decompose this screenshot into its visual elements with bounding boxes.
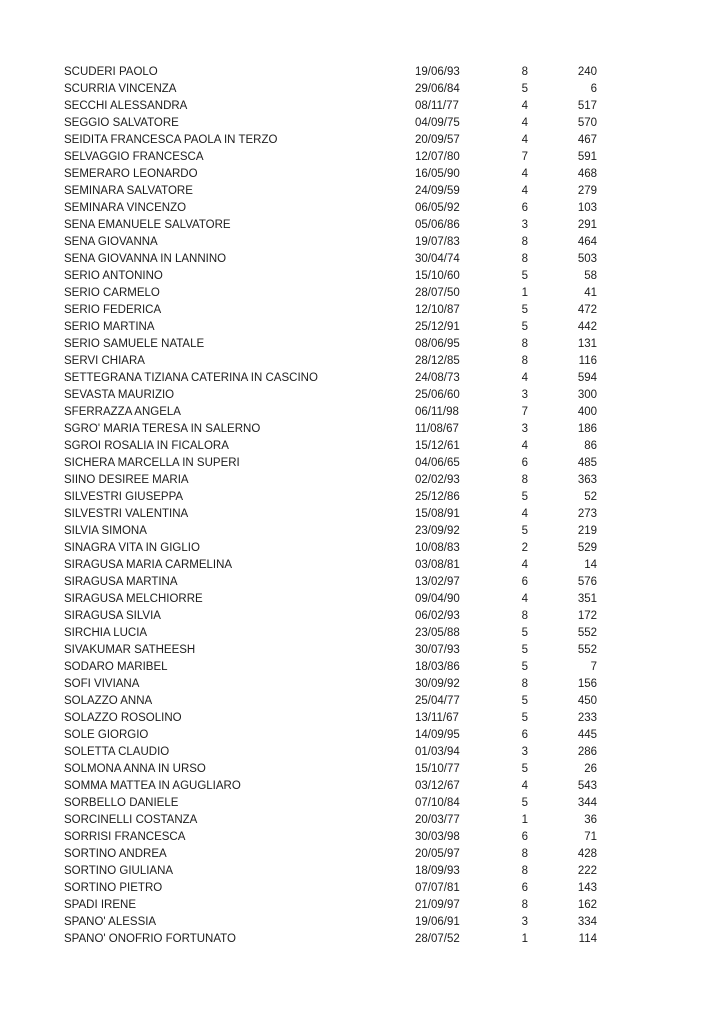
code-number: 6 xyxy=(521,457,528,469)
code-number: 2 xyxy=(521,542,528,554)
value-number: 472 xyxy=(577,304,597,316)
birth-date: 25/06/60 xyxy=(415,389,460,401)
value-number: 156 xyxy=(577,678,597,690)
value-number: 143 xyxy=(577,882,597,894)
table-row xyxy=(64,523,597,540)
birth-date: 18/03/86 xyxy=(415,661,460,673)
code-number: 4 xyxy=(521,780,528,792)
value-number: 344 xyxy=(577,797,597,809)
code-number: 7 xyxy=(521,151,528,163)
code-number: 4 xyxy=(521,559,528,571)
person-name: SOLMONA ANNA IN URSO xyxy=(64,763,206,775)
person-name: SOLE GIORGIO xyxy=(64,729,149,741)
code-number: 5 xyxy=(521,83,528,95)
table-row xyxy=(64,132,597,149)
birth-date: 24/08/73 xyxy=(415,372,460,384)
code-number: 8 xyxy=(521,678,528,690)
code-number: 5 xyxy=(521,644,528,656)
code-number: 8 xyxy=(521,253,528,265)
person-name: SERIO CARMELO xyxy=(64,287,160,299)
table-row xyxy=(64,200,597,217)
person-name: SEGGIO SALVATORE xyxy=(64,117,179,129)
code-number: 4 xyxy=(521,168,528,180)
table-row xyxy=(64,81,597,98)
value-number: 485 xyxy=(577,457,597,469)
person-name: SGROI ROSALIA IN FICALORA xyxy=(64,440,229,452)
code-number: 4 xyxy=(521,185,528,197)
person-name: SOLETTA CLAUDIO xyxy=(64,746,170,758)
value-number: 233 xyxy=(577,712,597,724)
person-name: SGRO' MARIA TERESA IN SALERNO xyxy=(64,423,261,435)
table-row xyxy=(64,710,597,727)
value-number: 552 xyxy=(577,627,597,639)
birth-date: 01/03/94 xyxy=(415,746,460,758)
value-number: 186 xyxy=(577,423,597,435)
value-number: 291 xyxy=(577,219,597,231)
code-number: 1 xyxy=(521,933,528,945)
birth-date: 14/09/95 xyxy=(415,729,460,741)
table-row xyxy=(64,319,597,336)
person-name: SILVESTRI VALENTINA xyxy=(64,508,189,520)
birth-date: 15/10/60 xyxy=(415,270,460,282)
person-name: SEMINARA SALVATORE xyxy=(64,185,193,197)
value-number: 162 xyxy=(577,899,597,911)
code-number: 5 xyxy=(521,712,528,724)
person-name: SERIO ANTONINO xyxy=(64,270,163,282)
birth-date: 10/08/83 xyxy=(415,542,460,554)
value-number: 41 xyxy=(584,287,597,299)
birth-date: 15/12/61 xyxy=(415,440,460,452)
value-number: 363 xyxy=(577,474,597,486)
table-row xyxy=(64,268,597,285)
person-name: SCUDERI PAOLO xyxy=(64,66,158,78)
code-number: 5 xyxy=(521,661,528,673)
code-number: 4 xyxy=(521,593,528,605)
table-row xyxy=(64,540,597,557)
birth-date: 25/04/77 xyxy=(415,695,460,707)
table-row xyxy=(64,251,597,268)
table-row xyxy=(64,234,597,251)
value-number: 219 xyxy=(577,525,597,537)
table-row xyxy=(64,64,597,81)
value-number: 6 xyxy=(590,83,597,95)
table-row xyxy=(64,846,597,863)
person-name: SEVASTA MAURIZIO xyxy=(64,389,175,401)
value-number: 594 xyxy=(577,372,597,384)
table-row xyxy=(64,421,597,438)
code-number: 8 xyxy=(521,474,528,486)
birth-date: 20/03/77 xyxy=(415,814,460,826)
birth-date: 30/09/92 xyxy=(415,678,460,690)
table-row xyxy=(64,591,597,608)
birth-date: 16/05/90 xyxy=(415,168,460,180)
birth-date: 19/07/83 xyxy=(415,236,460,248)
table-row xyxy=(64,574,597,591)
code-number: 6 xyxy=(521,576,528,588)
birth-date: 04/06/65 xyxy=(415,457,460,469)
table-row xyxy=(64,863,597,880)
value-number: 442 xyxy=(577,321,597,333)
birth-date: 23/09/92 xyxy=(415,525,460,537)
birth-date: 29/06/84 xyxy=(415,83,460,95)
birth-date: 20/05/97 xyxy=(415,848,460,860)
table-row xyxy=(64,183,597,200)
birth-date: 07/10/84 xyxy=(415,797,460,809)
table-row xyxy=(64,115,597,132)
person-name: SICHERA MARCELLA IN SUPERI xyxy=(64,457,240,469)
table-row xyxy=(64,353,597,370)
birth-date: 19/06/93 xyxy=(415,66,460,78)
person-name: SECCHI ALESSANDRA xyxy=(64,100,188,112)
birth-date: 19/06/91 xyxy=(415,916,460,928)
birth-date: 06/02/93 xyxy=(415,610,460,622)
birth-date: 28/12/85 xyxy=(415,355,460,367)
person-name: SILVESTRI GIUSEPPA xyxy=(64,491,184,503)
code-number: 8 xyxy=(521,66,528,78)
code-number: 5 xyxy=(521,270,528,282)
person-name: SPADI IRENE xyxy=(64,899,136,911)
birth-date: 15/08/91 xyxy=(415,508,460,520)
table-row xyxy=(64,914,597,931)
value-number: 71 xyxy=(584,831,597,843)
value-number: 445 xyxy=(577,729,597,741)
table-row xyxy=(64,897,597,914)
birth-date: 21/09/97 xyxy=(415,899,460,911)
person-name: SIVAKUMAR SATHEESH xyxy=(64,644,196,656)
birth-date: 13/11/67 xyxy=(415,712,459,724)
birth-date: 18/09/93 xyxy=(415,865,460,877)
table-row xyxy=(64,217,597,234)
person-name: SEIDITA FRANCESCA PAOLA IN TERZO xyxy=(64,134,278,146)
value-number: 467 xyxy=(577,134,597,146)
birth-date: 03/08/81 xyxy=(415,559,460,571)
value-number: 58 xyxy=(584,270,597,282)
code-number: 7 xyxy=(521,406,528,418)
person-name: SIINO DESIREE MARIA xyxy=(64,474,189,486)
person-name: SILVIA SIMONA xyxy=(64,525,147,537)
table-row xyxy=(64,370,597,387)
table-row xyxy=(64,149,597,166)
table-row xyxy=(64,778,597,795)
table-row xyxy=(64,557,597,574)
code-number: 5 xyxy=(521,491,528,503)
code-number: 8 xyxy=(521,355,528,367)
person-name: SFERRAZZA ANGELA xyxy=(64,406,181,418)
person-name: SORTINO PIETRO xyxy=(64,882,163,894)
code-number: 8 xyxy=(521,610,528,622)
table-row xyxy=(64,727,597,744)
birth-date: 23/05/88 xyxy=(415,627,460,639)
code-number: 3 xyxy=(521,389,528,401)
person-name: SENA EMANUELE SALVATORE xyxy=(64,219,231,231)
code-number: 5 xyxy=(521,321,528,333)
table-row xyxy=(64,472,597,489)
birth-date: 24/09/59 xyxy=(415,185,460,197)
table-row xyxy=(64,880,597,897)
person-name: SIRAGUSA MARTINA xyxy=(64,576,178,588)
birth-date: 25/12/91 xyxy=(415,321,460,333)
value-number: 86 xyxy=(584,440,597,452)
birth-date: 20/09/57 xyxy=(415,134,460,146)
code-number: 4 xyxy=(521,372,528,384)
table-row xyxy=(64,438,597,455)
code-number: 3 xyxy=(521,916,528,928)
value-number: 103 xyxy=(577,202,597,214)
birth-date: 08/06/95 xyxy=(415,338,460,350)
table-row xyxy=(64,302,597,319)
code-number: 3 xyxy=(521,219,528,231)
table-row xyxy=(64,166,597,183)
person-name: SIRAGUSA MARIA CARMELINA xyxy=(64,559,233,571)
person-list xyxy=(64,64,597,948)
birth-date: 02/02/93 xyxy=(415,474,460,486)
value-number: 428 xyxy=(577,848,597,860)
value-number: 26 xyxy=(584,763,597,775)
code-number: 5 xyxy=(521,525,528,537)
code-number: 5 xyxy=(521,797,528,809)
value-number: 36 xyxy=(584,814,597,826)
code-number: 8 xyxy=(521,236,528,248)
person-name: SODARO MARIBEL xyxy=(64,661,168,673)
birth-date: 06/11/98 xyxy=(415,406,459,418)
person-name: SELVAGGIO FRANCESCA xyxy=(64,151,204,163)
code-number: 8 xyxy=(521,848,528,860)
value-number: 7 xyxy=(590,661,597,673)
person-name: SENA GIOVANNA xyxy=(64,236,158,248)
table-row xyxy=(64,642,597,659)
birth-date: 08/11/77 xyxy=(415,100,459,112)
code-number: 5 xyxy=(521,304,528,316)
person-name: SORCINELLI COSTANZA xyxy=(64,814,198,826)
table-row xyxy=(64,506,597,523)
person-name: SORBELLO DANIELE xyxy=(64,797,179,809)
table-row xyxy=(64,693,597,710)
birth-date: 05/06/86 xyxy=(415,219,460,231)
person-name: SERVI CHIARA xyxy=(64,355,145,367)
code-number: 5 xyxy=(521,627,528,639)
table-row xyxy=(64,608,597,625)
value-number: 591 xyxy=(577,151,597,163)
value-number: 300 xyxy=(577,389,597,401)
birth-date: 04/09/75 xyxy=(415,117,460,129)
table-row xyxy=(64,489,597,506)
person-name: SEMINARA VINCENZO xyxy=(64,202,187,214)
birth-date: 15/10/77 xyxy=(415,763,460,775)
value-number: 52 xyxy=(584,491,597,503)
value-number: 552 xyxy=(577,644,597,656)
code-number: 8 xyxy=(521,899,528,911)
value-number: 240 xyxy=(577,66,597,78)
table-row xyxy=(64,336,597,353)
value-number: 503 xyxy=(577,253,597,265)
value-number: 14 xyxy=(584,559,597,571)
code-number: 6 xyxy=(521,882,528,894)
person-name: SOFI VIVIANA xyxy=(64,678,140,690)
value-number: 334 xyxy=(577,916,597,928)
code-number: 8 xyxy=(521,865,528,877)
code-number: 6 xyxy=(521,831,528,843)
person-name: SEMERARO LEONARDO xyxy=(64,168,198,180)
code-number: 6 xyxy=(521,729,528,741)
value-number: 517 xyxy=(577,100,597,112)
person-name: SERIO SAMUELE NATALE xyxy=(64,338,205,350)
person-name: SIRCHIA LUCIA xyxy=(64,627,148,639)
person-name: SERIO FEDERICA xyxy=(64,304,162,316)
code-number: 1 xyxy=(521,814,528,826)
value-number: 222 xyxy=(577,865,597,877)
birth-date: 06/05/92 xyxy=(415,202,460,214)
value-number: 351 xyxy=(577,593,597,605)
birth-date: 28/07/52 xyxy=(415,933,460,945)
person-name: SORTINO GIULIANA xyxy=(64,865,174,877)
birth-date: 03/12/67 xyxy=(415,780,460,792)
code-number: 5 xyxy=(521,695,528,707)
value-number: 114 xyxy=(578,933,597,945)
person-name: SOMMA MATTEA IN AGUGLIARO xyxy=(64,780,241,792)
table-row xyxy=(64,285,597,302)
person-name: SETTEGRANA TIZIANA CATERINA IN CASCINO xyxy=(64,372,318,384)
person-name: SIRAGUSA MELCHIORRE xyxy=(64,593,203,605)
person-name: SORRISI FRANCESCA xyxy=(64,831,186,843)
value-number: 116 xyxy=(578,355,597,367)
table-row xyxy=(64,795,597,812)
code-number: 3 xyxy=(521,746,528,758)
table-row xyxy=(64,829,597,846)
birth-date: 28/07/50 xyxy=(415,287,460,299)
value-number: 279 xyxy=(577,185,597,197)
code-number: 4 xyxy=(521,440,528,452)
birth-date: 07/07/81 xyxy=(415,882,460,894)
value-number: 286 xyxy=(577,746,597,758)
value-number: 468 xyxy=(577,168,597,180)
value-number: 576 xyxy=(577,576,597,588)
value-number: 450 xyxy=(577,695,597,707)
person-name: SERIO MARTINA xyxy=(64,321,155,333)
birth-date: 13/02/97 xyxy=(415,576,460,588)
person-name: SCURRIA VINCENZA xyxy=(64,83,177,95)
birth-date: 30/07/93 xyxy=(415,644,460,656)
birth-date: 11/08/67 xyxy=(415,423,459,435)
value-number: 464 xyxy=(577,236,597,248)
value-number: 570 xyxy=(577,117,597,129)
table-row xyxy=(64,659,597,676)
person-name: SINAGRA VITA IN GIGLIO xyxy=(64,542,200,554)
birth-date: 12/07/80 xyxy=(415,151,460,163)
table-row xyxy=(64,98,597,115)
table-row xyxy=(64,404,597,421)
person-name: SIRAGUSA SILVIA xyxy=(64,610,161,622)
person-name: SORTINO ANDREA xyxy=(64,848,167,860)
birth-date: 09/04/90 xyxy=(415,593,460,605)
birth-date: 25/12/86 xyxy=(415,491,460,503)
value-number: 400 xyxy=(577,406,597,418)
person-name: SOLAZZO ANNA xyxy=(64,695,153,707)
table-row xyxy=(64,455,597,472)
table-row xyxy=(64,812,597,829)
value-number: 529 xyxy=(577,542,597,554)
table-row xyxy=(64,387,597,404)
value-number: 273 xyxy=(577,508,597,520)
birth-date: 30/04/74 xyxy=(415,253,460,265)
code-number: 8 xyxy=(521,338,528,350)
person-name: SENA GIOVANNA IN LANNINO xyxy=(64,253,227,265)
code-number: 4 xyxy=(521,508,528,520)
table-row xyxy=(64,744,597,761)
code-number: 4 xyxy=(521,117,528,129)
code-number: 1 xyxy=(521,287,528,299)
birth-date: 30/03/98 xyxy=(415,831,460,843)
person-name: SOLAZZO ROSOLINO xyxy=(64,712,182,724)
birth-date: 12/10/87 xyxy=(415,304,460,316)
code-number: 4 xyxy=(521,100,528,112)
table-row xyxy=(64,625,597,642)
table-row xyxy=(64,676,597,693)
code-number: 4 xyxy=(521,134,528,146)
value-number: 543 xyxy=(577,780,597,792)
person-name: SPANO' ONOFRIO FORTUNATO xyxy=(64,933,236,945)
code-number: 6 xyxy=(521,202,528,214)
table-row xyxy=(64,761,597,778)
table-row xyxy=(64,931,597,948)
value-number: 131 xyxy=(577,338,597,350)
person-name: SPANO' ALESSIA xyxy=(64,916,157,928)
code-number: 5 xyxy=(521,763,528,775)
code-number: 3 xyxy=(521,423,528,435)
value-number: 172 xyxy=(577,610,597,622)
